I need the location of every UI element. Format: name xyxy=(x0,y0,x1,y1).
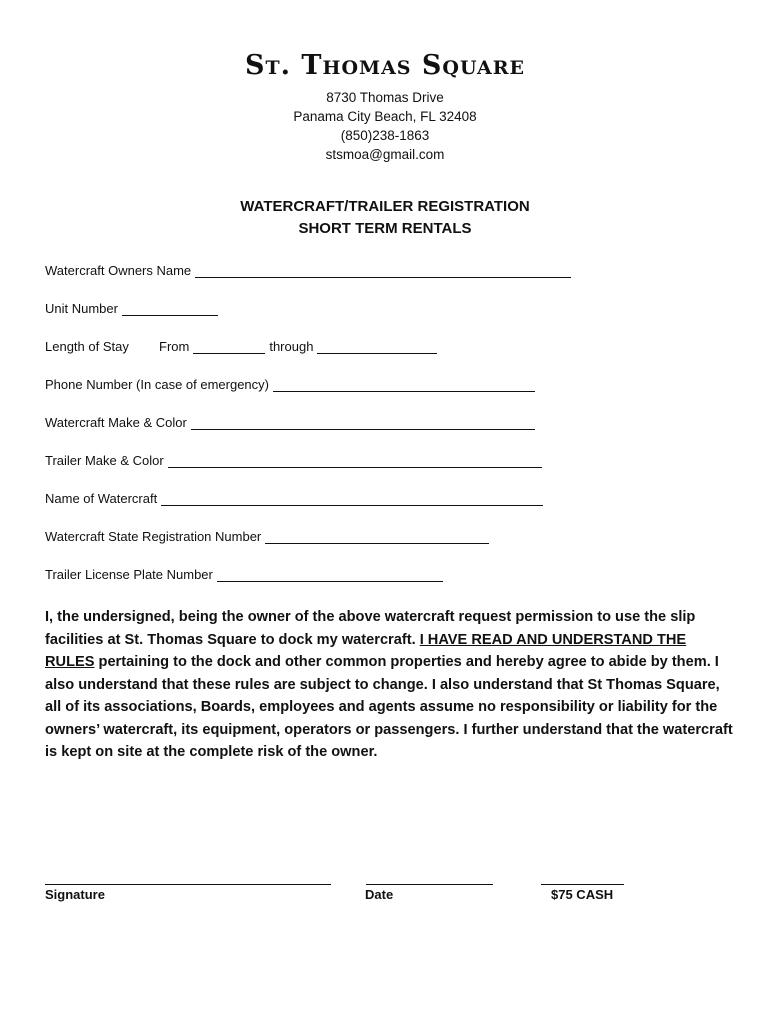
fee-line xyxy=(541,884,624,885)
phone-label: Phone Number (In case of emergency) xyxy=(45,377,269,392)
make-color-blank[interactable] xyxy=(191,415,535,430)
watercraft-name-blank[interactable] xyxy=(161,491,543,506)
email-address: stsmoa@gmail.com xyxy=(325,147,445,162)
agreement-rules-underlined: I HAVE READ AND UNDERSTAND THE RULES xyxy=(45,631,687,670)
agreement-text-1: I, the undersigned, being the owner of the above watercraft request permission to use the slip facilities at St. Thomas Square to dock my watercraft. xyxy=(45,609,696,648)
form-subheading: SHORT TERM RENTALS xyxy=(298,220,472,237)
license-plate-field xyxy=(45,567,443,582)
make-color-field xyxy=(45,415,535,430)
phone-blank[interactable] xyxy=(273,377,535,392)
date-label: Date xyxy=(365,887,394,902)
owner-name-field xyxy=(45,263,571,278)
make-color-label: Watercraft Make & Color xyxy=(45,415,187,430)
through-label: through xyxy=(269,339,314,354)
document-title: St. Thomas Square xyxy=(245,50,525,81)
unit-number-field xyxy=(45,301,218,316)
from-date-blank[interactable] xyxy=(193,339,265,354)
unit-number-label: Unit Number xyxy=(45,301,118,316)
state-registration-label: Watercraft State Registration Number xyxy=(45,529,262,544)
watercraft-name-label: Name of Watercraft xyxy=(45,491,158,506)
state-registration-blank[interactable] xyxy=(265,529,489,544)
phone-number: (850)238-1863 xyxy=(340,128,430,143)
from-label: From xyxy=(159,339,190,354)
state-registration-field xyxy=(45,529,489,544)
agreement-text-2: pertaining to the dock and other common properties and hereby agree to abide by them. I also understand that these rules are subject to change. I also understand that St Thomas Square, all of its associations, Boards, employees and agents assume no responsibility or liability for the owners’ watercraft, its equipment, operators or passengers. I further understand that the watercraft is kept on site at the complete risk of the owner. xyxy=(45,654,733,760)
phone-field xyxy=(45,377,535,392)
license-plate-label: Trailer License Plate Number xyxy=(45,567,213,582)
agreement-paragraph xyxy=(45,606,735,764)
signature-label: Signature xyxy=(45,887,105,902)
watercraft-name-field xyxy=(45,491,543,506)
license-plate-blank[interactable] xyxy=(217,567,443,582)
unit-number-blank[interactable] xyxy=(122,301,218,316)
through-date-blank[interactable] xyxy=(317,339,437,354)
fee-label: $75 CASH xyxy=(551,887,614,902)
owner-name-blank[interactable] xyxy=(195,263,571,278)
form-heading: WATERCRAFT/TRAILER REGISTRATION xyxy=(240,198,530,215)
trailer-make-label: Trailer Make & Color xyxy=(45,453,164,468)
length-of-stay-field xyxy=(45,339,437,354)
address-line-1: 8730 Thomas Drive xyxy=(326,90,444,105)
date-line[interactable] xyxy=(366,884,493,885)
length-of-stay-label: Length of Stay xyxy=(45,339,129,354)
trailer-make-blank[interactable] xyxy=(168,453,542,468)
signature-line[interactable] xyxy=(45,884,331,885)
address-line-2: Panama City Beach, FL 32408 xyxy=(293,109,477,124)
owner-name-label: Watercraft Owners Name xyxy=(45,263,192,278)
trailer-make-field xyxy=(45,453,542,468)
